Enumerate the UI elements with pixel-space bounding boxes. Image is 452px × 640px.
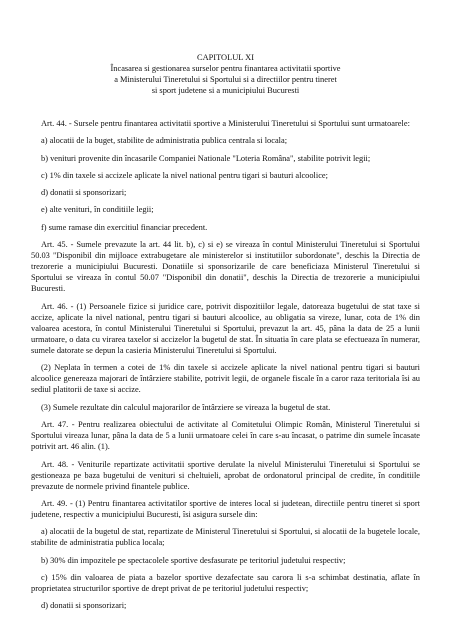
chapter-title: CAPITOLUL XI — [197, 53, 254, 62]
chapter-subtitle-line: a Ministerului Tineretului si Sportului si a directiilor pentru tineret — [114, 75, 337, 84]
article-49-intro: Art. 49. - (1) Pentru finantarea activitatilor sportive de interes local si judetean, directiile pentru tineret si sport judetene, respectiv a municipiului Bucuresti, îsi asigura sursele din: — [31, 498, 420, 520]
document-body — [31, 118, 420, 611]
article-46-para-3: (3) Sumele rezultate din calculul majorarilor de întârziere se vireaza la bugetul de stat. — [41, 402, 331, 412]
chapter-subtitle-line: si sport judetene si a municipiului Bucuresti — [151, 86, 300, 95]
list-item-d: d) donatii si sponsorizari; — [41, 188, 127, 198]
article-46-para-1: Art. 46. - (1) Persoanele fizice si juridice care, potrivit dispozitiilor legale, datoreaza bugetului de stat taxe si accize, aplicate la nivel national, pentru tigari si bauturi alcoolice, au obligatia sa vireze, lunar, cota de 1% din valoarea acestora, în contul Ministerului Tineretului si Sportului, prevazut la art. 45, pâna la data de 25 a lunii urmatoare, o data cu virarea taxelor si accizelor la bugetul de stat. În situatia în care plata se efectueaza în numerar, sumele datorate se depun la casieria Ministerului Tineretului si Sportului. — [31, 301, 420, 355]
article-45: Art. 45. - Sumele prevazute la art. 44 lit. b), c) si e) se vireaza în contul Ministerului Tineretului si Sportului 50.03 "Disponibil din mijloace extrabugetare ale ministerelor si institutiilor subordonate", deschis la Directia de trezorerie a municipiului Bucuresti. Donatiile si sponsorizarile de care beneficiaza Ministerul Tineretului si Sportului se vireaza în contul 50.07 "Disponibil din donatii", deschis la Directia de trezorerie a municipiului Bucuresti. — [31, 239, 420, 294]
list-item-a: a) alocatii de la buget, stabilite de administratia publica centrala si locala; — [41, 136, 288, 146]
list-item-f: f) sume ramase din exercitiul financiar precedent. — [41, 222, 208, 232]
list-item-b: b) 30% din impozitele pe spectacolele sportive desfasurate pe teritoriul judetului respectiv; — [41, 555, 346, 565]
chapter-heading — [31, 52, 420, 96]
list-item-c: c) 1% din taxele si accizele aplicate la nivel national pentru tigari si bauturi alcoolice; — [41, 170, 328, 180]
chapter-subtitle-line: Încasarea si gestionarea surselor pentru finantarea activitatii sportive — [110, 64, 341, 73]
article-47: Art. 47. - Pentru realizarea obiectului de activitate al Comitetului Olimpic Român, Ministerul Tineretului si Sportului vireaza lunar, pâna la data de 5 a lunii urmatoare celei în care s-au încasat, o patrime din sumele încasate potrivit art. 46 alin. (1). — [31, 420, 420, 452]
article-48: Art. 48. - Veniturile repartizate activitatii sportive derulate la nivelul Ministerului Tineretului si Sportului se gestioneaza pe baza bugetului de venituri si cheltuieli, aprobat de ordonatorul principal de credite, în conditiile prevazute de normele privind finantele publice. — [31, 459, 420, 491]
article-46-para-2: (2) Neplata în termen a cotei de 1% din taxele si accizele aplicate la nivel national pentru tigari si bauturi alcoolice genereaza majorari de întârziere stabilite, potrivit legii, de organele fiscale în a caror raza teritoriala îsi au sediul platitorii de taxe si accize. — [31, 363, 420, 395]
article-44-intro: Art. 44. - Sursele pentru finantarea activitatii sportive a Ministerului Tineretului si Sportului sunt urmatoarele: — [41, 119, 410, 128]
list-item-a: a) alocatii de la bugetul de stat, repartizate de Ministerul Tineretului si Sportului, si alocatii de la bugetele locale, stabilite de administratia publica locala; — [31, 527, 420, 548]
list-item-e: e) alte venituri, în conditiile legii; — [41, 205, 154, 215]
list-item-c: c) 15% din valoarea de piata a bazelor sportive dezafectate sau carora li s-a schimbat destinatia, aflate în proprietatea structurilor sportive de drept privat de pe teritoriul judetului respectiv; — [31, 573, 420, 594]
list-item-d: d) donatii si sponsorizari; — [41, 601, 127, 611]
list-item-b: b) venituri provenite din încasarile Companiei Nationale "Loteria Româna", stabilite potrivit legii; — [41, 153, 371, 163]
